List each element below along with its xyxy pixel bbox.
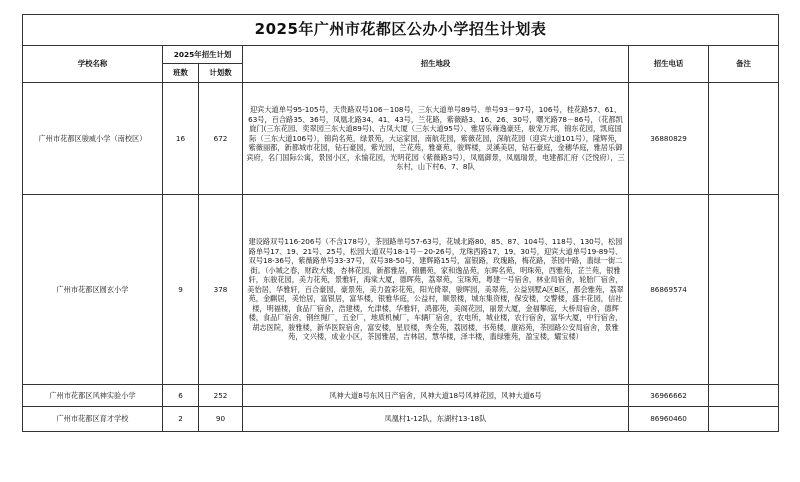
classes-cell: 9 [163, 195, 199, 385]
header-plan-group: 2025年招生计划 [163, 46, 243, 64]
planned-cell: 90 [199, 407, 243, 432]
phone-cell: 86960460 [629, 407, 709, 432]
phone-cell: 36966662 [629, 385, 709, 407]
area-cell: 建设路双号116-206号（不含178号），茶园路单号57-63号，花城北路80、85、87、104号、118号、130号，松园路单号17、19、21号、25号，松园大道双号18-1号－20-26号，龙珠西路17、19、30号，迎宾大道单号19-89号、双号18-36号，紫薇路单号33-37号，双号38-50号，建辉路15号，富银路，玫瑰路，梅花路，茶园中路，翡绿一街二街。（小城之春，财政大楼，杏林花园，新都雅居，锦鹏苑，家和逸品苑，东晖名苑，明珠苑，西雅苑，芷兰苑，银雅轩，东骏花园，美力花苑，景雅轩，海棠大厦，德晖苑，荔翠苑，宝珠苑，粤建一号宿舍，林业局宿舍，轮胎厂宿舍，美怡居，华雅轩，百合豪园，豪景苑，美力盈彩花苑，阳光倚翠，骏晖园，美翠苑，公益别墅A区B区，都会雅苑，荔翠苑，金麒居，美怡居，富银居，富华楼，银雅华庭，公益村，顺景楼，城东集资楼，保安楼，交警楼，盛丰花园，信社楼，明福楼，食品厂宿舍，浩建楼，允津楼，华雅轩，鸿都苑，美阁花园，丽景大厦，金福攀庭，大桥局宿舍，德辉楼，食品厂宿舍，钢丝绳厂，五金厂，地质机械厂，车辆厂宿舍，农电所，城业楼，农行宿舍，富华大厦，中行宿舍，胡志医院，骏雅楼，新华医院宿舍，富安楼，星辰楼，秀全苑，荔园楼，书苑楼，康裕苑，茶园路公安局宿舍，景雅苑，文兴楼，成业小区，茶园雅居，吉林居，慧华楼，泽丰楼，翡绿雅苑，盈宝楼，耀宝楼） [243, 195, 629, 385]
table-row [23, 385, 779, 407]
phone-cell: 36880829 [629, 83, 709, 195]
table-row [23, 407, 779, 432]
phone-cell: 86869574 [629, 195, 709, 385]
planned-cell: 252 [199, 385, 243, 407]
page-title: 2025年广州市花都区公办小学招生计划表 [23, 15, 779, 46]
remark-cell [709, 195, 779, 385]
school-name-cell: 广州市花都区圆玄小学 [23, 195, 163, 385]
area-cell: 风神大道8号东风日产宿舍，风神大道18号风神花园，风神大道6号 [243, 385, 629, 407]
table-row [23, 83, 779, 195]
header-remarks: 备注 [709, 46, 779, 83]
table-row [23, 195, 779, 385]
classes-cell: 6 [163, 385, 199, 407]
enrollment-plan-table [22, 14, 779, 432]
remark-cell [709, 385, 779, 407]
school-name-cell: 广州市花都区风神实验小学 [23, 385, 163, 407]
header-planned: 计划数 [199, 64, 243, 83]
header-classes: 班数 [163, 64, 199, 83]
classes-cell: 16 [163, 83, 199, 195]
header-row-1 [23, 46, 779, 64]
planned-cell: 672 [199, 83, 243, 195]
planned-cell: 378 [199, 195, 243, 385]
classes-cell: 2 [163, 407, 199, 432]
header-area: 招生地段 [243, 46, 629, 83]
school-name-cell: 广州市花都区骏威小学（南校区） [23, 83, 163, 195]
area-cell: 凤凰村1-12队，东湖村13-18队 [243, 407, 629, 432]
title-row [23, 15, 779, 46]
remark-cell [709, 83, 779, 195]
header-school-name: 学校名称 [23, 46, 163, 83]
header-phone: 招生电话 [629, 46, 709, 83]
school-name-cell: 广州市花都区育才学校 [23, 407, 163, 432]
area-cell: 迎宾大道单号95-105号，天贵路双号106－108号，三东大道单号89号、单号93－97号，106号，桂花路57、61、63号，百合路35、36号，凤凰北路34、41、43号，兰花路，紫薇路3、16、26、30号，曙光路78－86号，（花都凯旋门(三东花园、奕翠园三东大道89号)、古凤大厦（三东大道95号）、雅居乐雍逸豪廷，骏宠万邦，锦东花园，凯庭国际（三东大道106号），锦尚名苑，绿景苑，大运家园，南航花园，紫薇花园，深航花园（迎宾大道101号），隆辉苑，紫薇丽都，新都城市花园，钻石豪园，紫光园，兰花苑，雅豪苑，骏辉楼，灵溪美居，钻石豪庭，金穗华庭，雅居乐御宾府，名门国际公寓，景园小区，永愉花园，光明花园（紫薇路3号），凤凰御景，凤凰瑞景，电建都汇府（泛悦府），三东村，山下村6、7、8队 [243, 83, 629, 195]
remark-cell [709, 407, 779, 432]
